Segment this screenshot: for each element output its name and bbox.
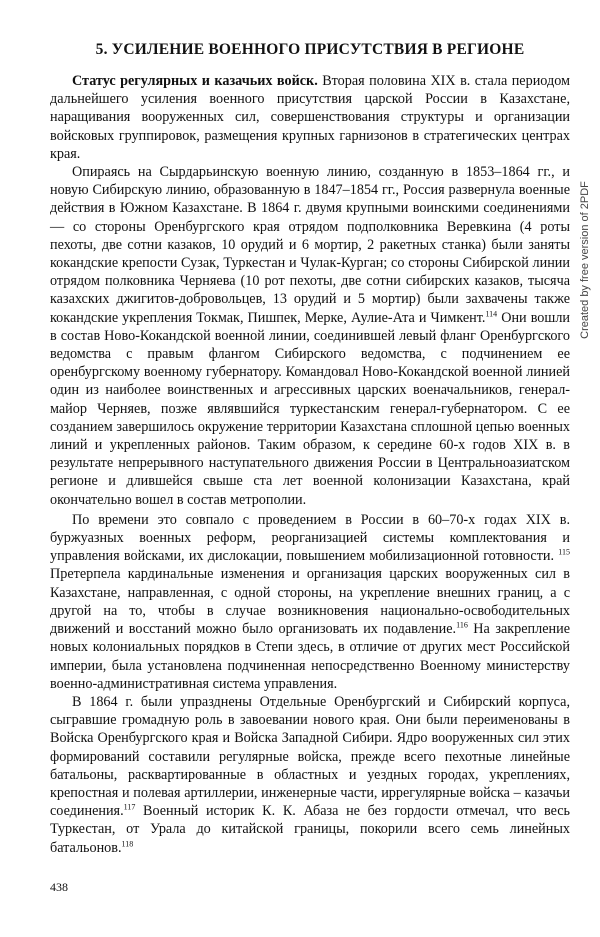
paragraph-2 (50, 163, 570, 509)
page-content (50, 40, 570, 900)
pdf-watermark-text: Created by free version of 2PDF (579, 181, 591, 339)
paragraph-4-text-b: Военный историк К. К. Абаза не без гордости отмечал, что весь Туркестан, от Урала до китайской границы, покорили всего семь линейных батальонов. (50, 803, 570, 856)
paragraph-2-text-b: Они вошли в состав Ново-Кокандской военной линии, соединившей левый фланг Оренбургского ведомства с правым флангом Сибирского ведомства, с подчинением ее оренбургскому военному губернатору. Командовал Ново-Кокандской военной линией один из наиболее воинственных и агрессивных царских военачальников, генерал-майор Черняев, позже являвшийся туркестанским генерал-губернатором. С ее созданием завершилось окружение территории Казахстана сплошной цепью военных линий и укрепленных районов. Таким образом, к середине 60-х годов XIX в. в результате непрерывного наступательного движения России в Центральноазиатском регионе и длившейся свыше ста лет военной колонизации Казахстана, край окончательно вошел в состав метрополии. (50, 309, 570, 508)
section-title: 5. УСИЛЕНИЕ ВОЕННОГО ПРИСУТСТВИЯ В РЕГИОНЕ (95, 41, 525, 58)
footnote-ref-118: 118 (121, 838, 134, 848)
paragraph-3-text-b: Претерпела кардинальные изменения и организация царских вооруженных сил в Казахстане, направленная, с одной стороны, на укрепление внешних границ, а с другой на то, чтобы в случае возникновения национально-освободительных движений и восстаний можно было организовать их подавление. (50, 566, 570, 638)
footnote-ref-116: 116 (456, 620, 468, 630)
paragraph-3-text-a: По времени это совпало с проведением в России в 60–70-х годах XIX в. буржуазных военных реформ, реорганизацией системы комплектования и управления войсками, их дислокации, повышением мобилизационной готовности. (50, 511, 570, 565)
paragraph-1-lead: Статус регулярных и казачьих войск. (72, 73, 318, 89)
paragraph-1-text: Вторая половина XIX в. стала периодом дальнейшего усиления военного присутствия царской России в Казахстане, наращивания вооруженных сил, совершенствования структуры и организации войсковых группировок, размещения крупных гарнизонов в стратегических центрах края. (50, 73, 570, 162)
paragraph-3-text-c: На закрепление новых колониальных порядков в Степи здесь, в отличие от других мест Российской империи, была установлена подчиненная непосредственно Военному министерству военно-административная система управления. (50, 621, 570, 692)
paragraph-4-text-a: В 1864 г. были упразднены Отдельные Оренбургский и Сибирский корпуса, сыгравшие громадную роль в завоевании нового края. Они были переименованы в Войска Оренбургского края и Войска Западной Сибири. Ядро вооруженных сил этих формирований составили регулярные войска, прежде всего пехотные линейные батальоны, расквартированные в областных и уездных городах, укреплениях, крепостная и полевая артиллерии, инженерные части, иррегулярные войска – казачьи соединения. (50, 693, 570, 820)
footnote-ref-115: 115 (558, 547, 570, 557)
page-number: 438 (50, 880, 68, 894)
footnote-ref-117: 117 (123, 802, 136, 812)
paragraph-1 (50, 72, 570, 163)
footnote-ref-114: 114 (485, 308, 498, 318)
paragraph-4 (50, 693, 570, 857)
pdf-watermark (575, 100, 595, 420)
paragraph-3 (50, 511, 570, 693)
paragraph-2-text-a: Опираясь на Сырдарьинскую военную линию, созданную в 1853–1864 гг., и новую Сибирскую линию, образованную в 1847–1854 гг., Россия развернула военные действия в Южном Казахстане. В 1864 г. двумя крупными воинскими соединениями — со стороны Оренбургского края отрядом подполковника Веревкина (4 роты пехоты, две сотни казаков, 10 орудий и 6 мортир, 2 ракетных станка) были заняты кокандские крепости Сузак, Туркестан и Чулак-Курган; со стороны Сибирской линии отрядом полковника Черняева (10 рот пехоты, две сотни сибирских казаков, тысяча казахских джигитов-добровольцев, 13 орудий и 5 мортир) были захвачены также кокандские укрепления Токмак, Пишпек, Мерке, Аулие-Ата и Чимкент. (50, 164, 570, 326)
